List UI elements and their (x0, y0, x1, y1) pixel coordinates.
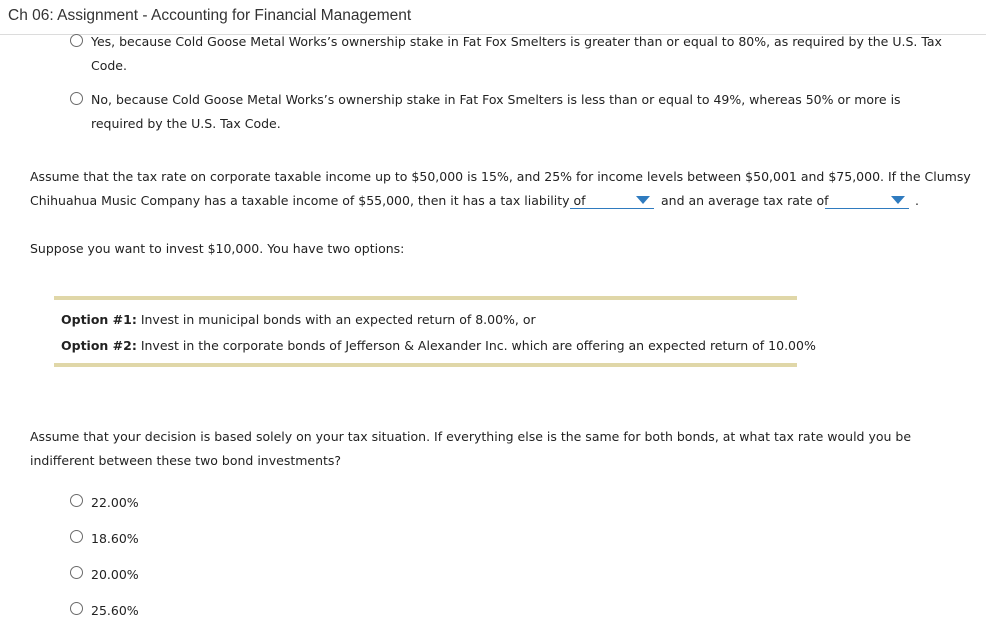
option-2-line (61, 338, 816, 353)
option-1-line (61, 312, 536, 327)
invest-intro: Suppose you want to invest $10,000. You have two options: (30, 241, 405, 256)
average-tax-rate-text: and an average tax rate of (661, 193, 829, 208)
options-box-top-rule (54, 296, 797, 300)
assignment-title: Ch 06: Assignment - Accounting for Financial Management (8, 7, 412, 24)
option-2-text: Invest in the corporate bonds of Jefferson & Alexander Inc. which are offering an expected return of 10.00% (140, 338, 816, 353)
options-box-bottom-rule (54, 363, 797, 367)
chevron-down-icon[interactable] (636, 196, 650, 204)
tax-liability-text: Chihuahua Music Company has a taxable income of $55,000, then it has a tax liability of (30, 193, 586, 208)
page-header (0, 0, 986, 35)
tax-rate-question: Assume that the tax rate on corporate taxable income up to $50,000 is 15%, and 25% for income levels between $50,001 and $75,000. If the Clumsy (30, 169, 971, 184)
radio-choice-3[interactable] (70, 566, 83, 579)
radio-choice-2[interactable] (70, 530, 83, 543)
option-no-text-cont: required by the U.S. Tax Code. (91, 116, 281, 131)
option-yes-text: Yes, because Cold Goose Metal Works’s ownership stake in Fat Fox Smelters is greater than or equal to 80%, as required by the U.S. Tax (91, 34, 942, 49)
option-2-label: Option #2: (61, 338, 137, 353)
indifference-question: Assume that your decision is based solely on your tax situation. If everything else is the same for both bonds, at what tax rate would you be (30, 429, 912, 444)
radio-choice-1[interactable] (70, 494, 83, 507)
option-1-text: Invest in municipal bonds with an expected return of 8.00%, or (140, 312, 536, 327)
choice-4-label: 25.60% (91, 603, 139, 618)
average-tax-rate-dropdown[interactable] (825, 192, 909, 209)
radio-option-yes[interactable] (70, 34, 83, 47)
option-yes-text-cont: Code. (91, 58, 127, 73)
indifference-question-cont: indifferent between these two bond investments? (30, 453, 342, 468)
sentence-period: . (915, 193, 919, 208)
chevron-down-icon[interactable] (891, 196, 905, 204)
tax-liability-dropdown[interactable] (570, 192, 654, 209)
radio-option-no[interactable] (70, 92, 83, 105)
choice-2-label: 18.60% (91, 531, 139, 546)
choice-1-label: 22.00% (91, 495, 139, 510)
option-1-label: Option #1: (61, 312, 137, 327)
option-no-text: No, because Cold Goose Metal Works’s ownership stake in Fat Fox Smelters is less than or equal to 49%, whereas 50% or more is (91, 92, 901, 107)
radio-choice-4[interactable] (70, 602, 83, 615)
choice-3-label: 20.00% (91, 567, 139, 582)
